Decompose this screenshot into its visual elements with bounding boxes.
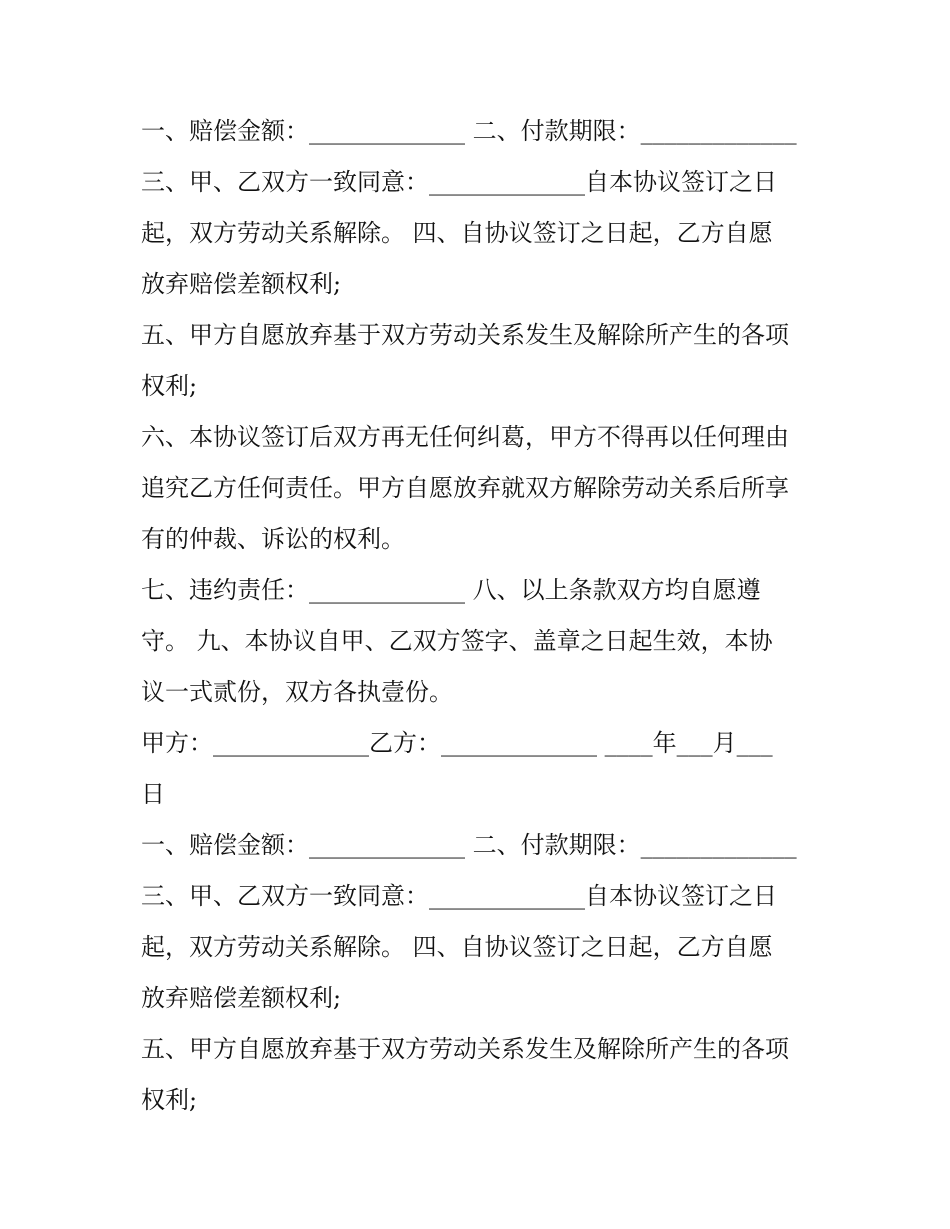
text-line: 放弃赔偿差额权利; bbox=[141, 984, 342, 1012]
text-line: 五、甲方自愿放弃基于双方劳动关系发生及解除所产生的各项 bbox=[141, 1035, 789, 1063]
text-line: 三、甲、乙双方一致同意：_____________自本协议签订之日 bbox=[141, 168, 777, 196]
text-line: 议一式贰份，双方各执壹份。 bbox=[141, 678, 453, 706]
text-line: 一、赔偿金额：_____________ 二、付款期限：_____________ bbox=[141, 831, 797, 859]
text-line: 有的仲裁、诉讼的权利。 bbox=[141, 525, 405, 553]
text-line: 起，双方劳动关系解除。 四、自协议签订之日起，乙方自愿 bbox=[141, 219, 773, 247]
text-line: 守。 九、本协议自甲、乙双方签字、盖章之日起生效，本协 bbox=[141, 627, 773, 655]
text-line: 三、甲、乙双方一致同意：_____________自本协议签订之日 bbox=[141, 882, 777, 910]
document-body bbox=[141, 106, 821, 1126]
text-line: 权利; bbox=[141, 372, 198, 400]
text-line: 放弃赔偿差额权利; bbox=[141, 270, 342, 298]
text-line: 起，双方劳动关系解除。 四、自协议签订之日起，乙方自愿 bbox=[141, 933, 773, 961]
text-line: 七、违约责任：_____________ 八、以上条款双方均自愿遵 bbox=[141, 576, 761, 604]
text-line: 权利; bbox=[141, 1086, 198, 1114]
text-line: 一、赔偿金额：_____________ 二、付款期限：_____________ bbox=[141, 117, 797, 145]
text-line: 五、甲方自愿放弃基于双方劳动关系发生及解除所产生的各项 bbox=[141, 321, 789, 349]
text-line: 日 bbox=[141, 780, 165, 808]
text-line: 追究乙方任何责任。甲方自愿放弃就双方解除劳动关系后所享 bbox=[141, 474, 789, 502]
text-line: 六、本协议签订后双方再无任何纠葛，甲方不得再以任何理由 bbox=[141, 423, 789, 451]
signature-line: 甲方：_____________乙方：_____________ ____年___月___ bbox=[141, 729, 773, 757]
